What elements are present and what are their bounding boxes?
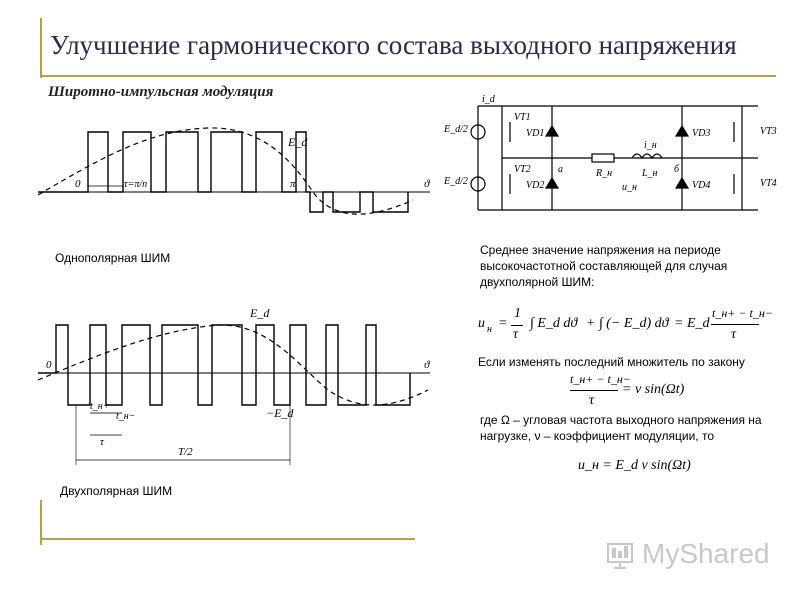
circuit-id-label: i_d xyxy=(482,94,495,105)
formula1-lhs: u xyxy=(478,316,485,331)
circuit-ln-label: L_н xyxy=(642,168,658,179)
formula2-num: t_н+ − t_н− xyxy=(570,372,631,386)
where-omega-text: где Ω – угловая частота выходного напряжения на нагрузке, ν – коэффициент модуляции, то xyxy=(480,413,762,443)
bipolar-pwm-diagram xyxy=(38,295,438,470)
formula2-bar xyxy=(570,390,618,391)
formula1-ratio-num: t_н+ − t_н− xyxy=(712,306,773,320)
unipolar-zero-label: 0 xyxy=(75,178,81,190)
formula1-frac-bar xyxy=(511,325,523,326)
logo-icon xyxy=(606,542,636,570)
bipolar-t-minus-label: t_н− xyxy=(116,411,136,422)
circuit-vd2-label: VD2 xyxy=(526,180,545,191)
formula-average-voltage xyxy=(478,304,773,350)
circuit-node-a-label: a xyxy=(558,164,563,175)
circuit-un-label: u_н xyxy=(622,182,637,193)
formula2-rhs: = ν sin(Ωt) xyxy=(622,382,685,397)
average-value-text: Среднее значение напряжения на периоде высокочастотной составляющей для случая двухполярной ШИМ: xyxy=(480,243,728,289)
bipolar-minus-ed-label: −E_d xyxy=(266,406,294,420)
unipolar-theta-label: ϑ xyxy=(424,178,430,190)
circuit-node-b-label: б xyxy=(674,164,680,175)
circuit-vt4-label: VT4 xyxy=(760,178,777,189)
formula1-lhs-sub: н xyxy=(487,324,492,335)
bridge-inverter-circuit xyxy=(442,92,787,220)
unipolar-pwm-diagram xyxy=(38,120,438,230)
bipolar-caption: Двухполярная ШИМ xyxy=(60,484,173,498)
formula1-int2: + ∫ (− E_d) dϑ xyxy=(586,316,669,331)
formula1-rhs: = E_d xyxy=(674,316,710,331)
unipolar-tau-label: τ=π/n xyxy=(124,179,148,190)
myshared-logo xyxy=(606,538,770,574)
circuit-vt3-label: VT3 xyxy=(760,126,777,137)
formula-modulation-law xyxy=(570,372,720,412)
formula1-ratio-bar xyxy=(711,324,759,325)
unipolar-caption: Однополярная ШИМ xyxy=(55,251,171,265)
formula-output-voltage: u_н = E_d ν sin(Ωt) xyxy=(578,458,691,473)
circuit-vd1-label: VD1 xyxy=(526,128,545,139)
circuit-in-label: i_н xyxy=(644,140,657,151)
unipolar-pi-label: π xyxy=(290,178,296,190)
title-under-rule xyxy=(40,75,776,77)
footer-rule xyxy=(40,538,415,540)
logo-text: MyShared xyxy=(642,538,770,569)
circuit-vd4-label: VD4 xyxy=(692,180,711,191)
formula1-int1: ∫ E_d dϑ xyxy=(530,316,578,331)
formula1-eq: = xyxy=(498,316,508,331)
bipolar-tau-label: τ xyxy=(100,436,104,448)
bipolar-zero-label: 0 xyxy=(46,359,52,371)
circuit-ed-top-label: E_d/2 xyxy=(444,124,468,135)
circuit-vt2-label: VT2 xyxy=(514,164,531,175)
circuit-rn-label: R_н xyxy=(596,168,613,179)
bipolar-half-t-label: T/2 xyxy=(178,446,193,458)
bipolar-t-plus-label: t_н+ xyxy=(90,401,110,412)
bipolar-theta-label: ϑ xyxy=(424,359,430,371)
bipolar-ed-label: E_d xyxy=(250,306,270,320)
page-title: Улучшение гармонического состава выходного напряжения xyxy=(50,30,737,60)
circuit-ed-bottom-label: E_d/2 xyxy=(444,176,468,187)
formula1-frac-den: τ xyxy=(513,327,519,342)
circuit-vd3-label: VD3 xyxy=(692,128,711,139)
title-left-rule xyxy=(40,18,42,78)
page-subtitle: Широтно-импульсная модуляция xyxy=(48,84,274,100)
circuit-vt1-label: VT1 xyxy=(514,112,531,123)
unipolar-ed-label: E_d xyxy=(288,135,308,149)
formula1-ratio-den: τ xyxy=(731,327,737,342)
formula1-frac-num: 1 xyxy=(514,306,521,321)
formula2-den: τ xyxy=(589,393,595,408)
if-change-text: Если изменять последний множитель по закону xyxy=(478,355,745,369)
